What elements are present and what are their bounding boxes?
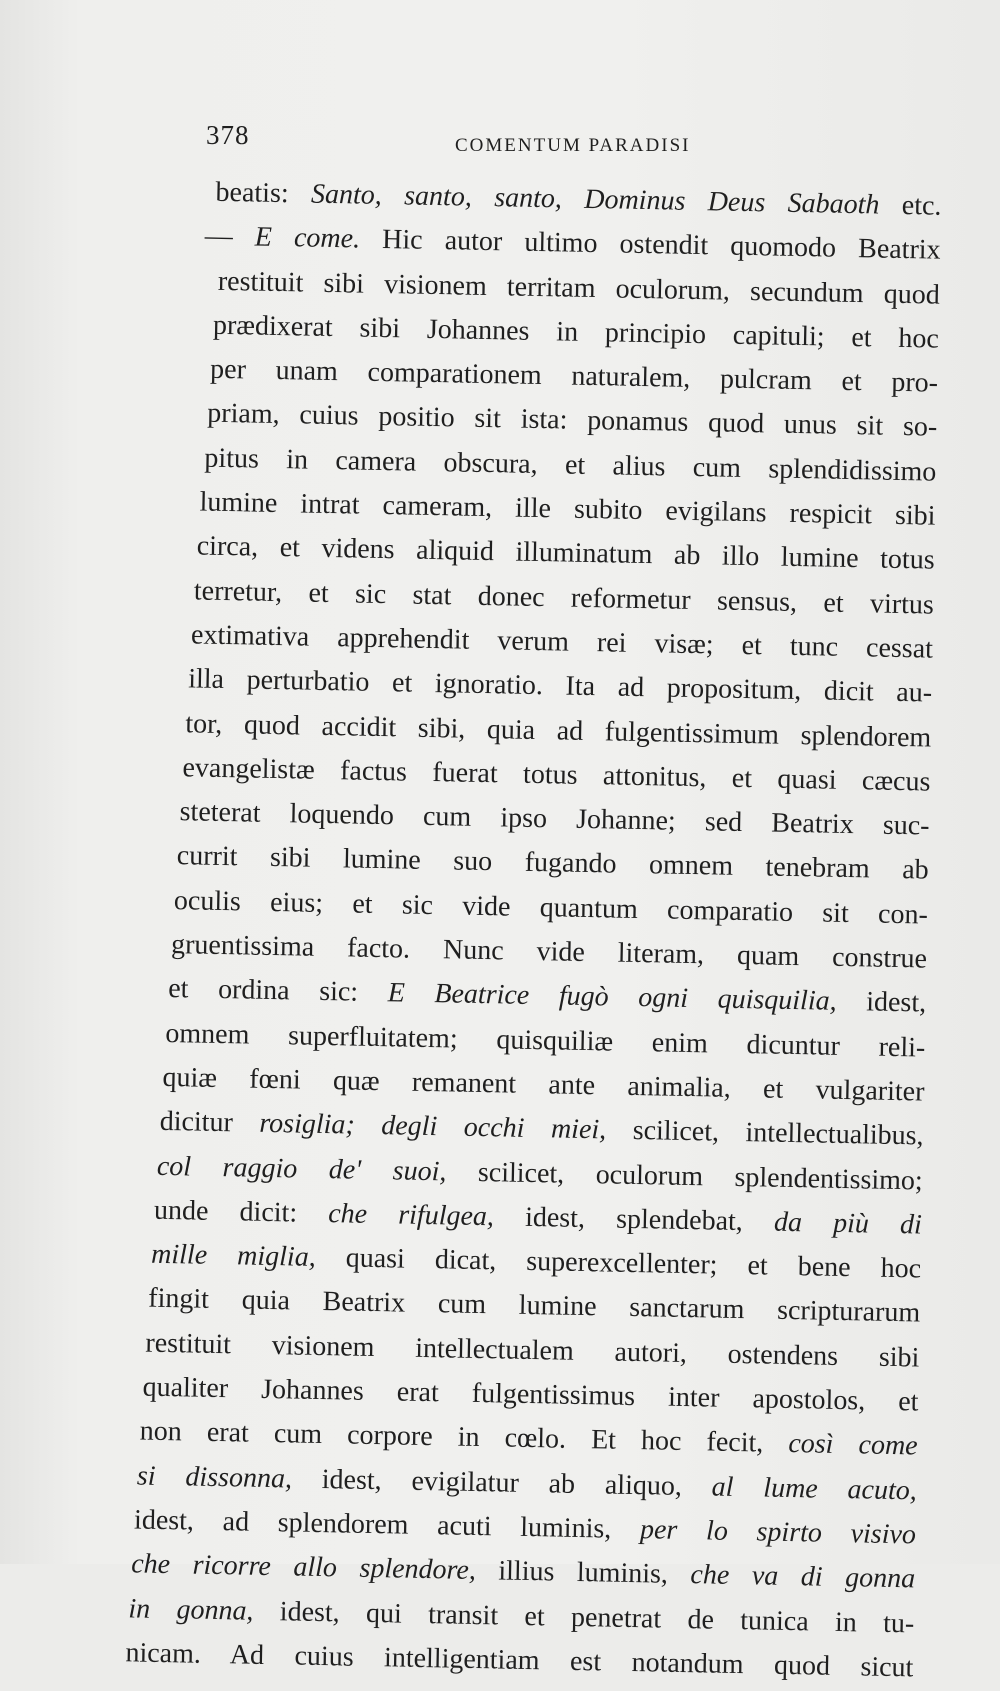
italic-text: in gonna, [128, 1592, 254, 1627]
page-number: 378 [206, 120, 250, 150]
text-segment: extimativa apprehendit verum rei visæ; et tunc cessat [190, 619, 934, 665]
text-segment: omnem superfluitatem; quisquiliæ enim dicuntur reli- [165, 1017, 926, 1064]
text-segment: currit sibi lumine suo fugando omnem tenebram ab [176, 840, 929, 887]
text-segment: fingit quia Beatrix cum lumine sanctarum scripturarum [148, 1283, 921, 1329]
text-segment: restituit sibi visionem territam oculorum, secundum quod [217, 265, 941, 311]
italic-text: che va di gonna [690, 1559, 916, 1595]
text-segment: idest, evigilatur ab aliquo, [291, 1463, 713, 1503]
text-segment: illa perturbatio et ignoratio. Ita ad propositum, dicit au- [187, 663, 933, 709]
text-segment: Hic autor ultimo ostendit quomodo Beatrix [359, 223, 941, 266]
text-segment: evangelistæ factus fuerat totus attonitus, et quasi cæcus [182, 752, 931, 798]
text-segment: beatis: [215, 176, 312, 210]
text-segment: oculis eius; et sic vide quantum comparatio sit con- [173, 884, 929, 931]
italic-text: Santo, santo, santo, Dominus Deus Sabaoth [310, 178, 880, 221]
text-segment: pitus in camera obscura, et alius cum splendidissimo [204, 442, 937, 488]
italic-text: col raggio de' suoi, [156, 1150, 447, 1187]
italic-text: E come. [254, 221, 361, 255]
text-segment: scilicet, oculorum splendentissimo; [446, 1155, 924, 1197]
text-segment: quiæ fœni quæ remanent ante animalia, et vulgariter [162, 1061, 925, 1108]
text-segment: quasi dicat, superexcellenter; et bene hoc [315, 1242, 922, 1285]
italic-text: per lo spirto visivo [639, 1514, 917, 1551]
italic-text: rosiglia; degli occhi miei, [259, 1108, 607, 1146]
italic-text: che rifulgea, [327, 1197, 495, 1233]
text-segment: priam, cuius positio sit ista: ponamus quod unus sit so- [207, 398, 938, 444]
text-segment: gruentissima facto. Nunc vide literam, quam construe [170, 929, 928, 975]
text-segment: — [204, 220, 256, 253]
text-segment: per unam comparationem naturalem, pulcram et pro- [209, 353, 939, 399]
italic-text: da più di [773, 1206, 923, 1241]
text-segment: circa, et videns aliquid illuminatum ab illo lumine totus [196, 530, 935, 577]
text-segment: tor, quod accidit sibi, quia ad fulgentissimum splendorem [185, 707, 932, 754]
text-segment: idest, [836, 986, 927, 1019]
text-segment: non erat cum corpore in cœlo. Et hoc fecit, [139, 1415, 789, 1460]
italic-text: che ricorre allo splendore, [130, 1548, 477, 1587]
text-segment: steterat loquendo cum ipso Johanne; sed Beatrix suc- [179, 796, 930, 842]
text-segment: nicam. Ad cuius intelligentiam est notandum quod sicut [125, 1637, 914, 1684]
text-segment: restituit visionem intellectualem autori, ostendens sibi [145, 1327, 920, 1374]
text-segment: idest, ad splendorem acuti luminis, [133, 1504, 641, 1546]
body-text [125, 170, 942, 1691]
text-segment: prædixerat sibi Johannes in principio capituli; et hoc [212, 309, 940, 355]
text-segment: dicitur [159, 1106, 260, 1140]
italic-text: si dissonna, [136, 1460, 293, 1495]
text-segment: illius luminis, [475, 1555, 691, 1591]
italic-text: così come [788, 1428, 918, 1462]
text-segment: et ordina sic: [167, 973, 389, 1009]
text-segment: scilicet, intellectualibus, [605, 1114, 924, 1152]
text-segment: unde dicit: [153, 1194, 329, 1229]
text-segment: idest, splendebat, [493, 1201, 775, 1238]
text-segment: lumine intrat cameram, ille subito evigilans respicit sibi [199, 486, 936, 532]
italic-text: E Beatrice fugò ogni quisquilia, [387, 977, 837, 1018]
text-segment: idest, qui transit et penetrat de tunica in tu- [253, 1595, 915, 1639]
italic-text: al lume acuto, [711, 1471, 918, 1507]
italic-text: mille miglia, [150, 1238, 317, 1274]
running-title: COMENTUM PARADISI [455, 135, 691, 156]
text-segment: terretur, et sic stat donec reformetur sensus, et virtus [193, 575, 935, 621]
text-segment: etc. [879, 189, 942, 222]
text-segment: qualiter Johannes erat fulgentissimus inter apostolos, et [142, 1371, 919, 1418]
